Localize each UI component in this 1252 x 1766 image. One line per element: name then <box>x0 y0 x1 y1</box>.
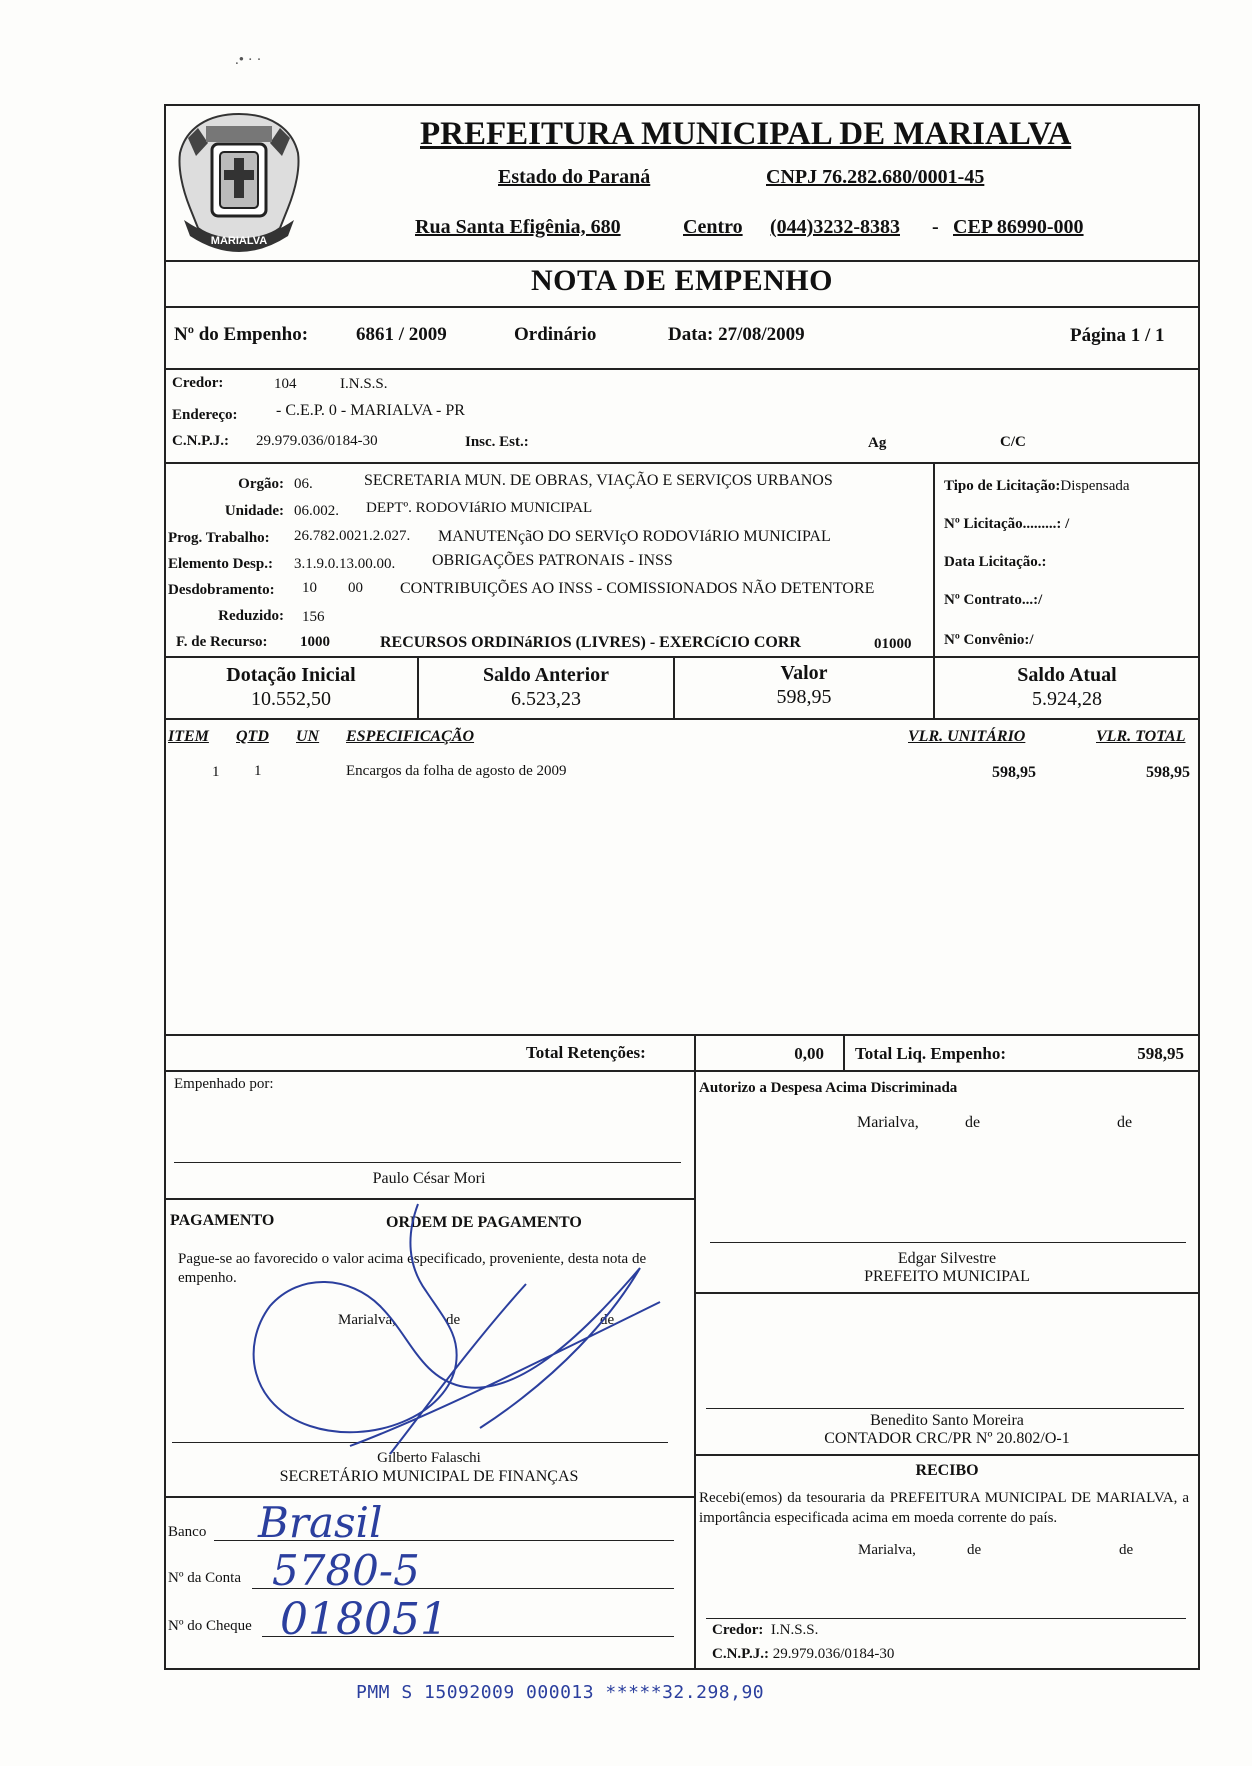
desdobramento-code2: 00 <box>348 580 363 596</box>
row-qtd: 1 <box>254 763 262 779</box>
row-item: 1 <box>212 764 220 780</box>
row-total: 598,95 <box>1146 764 1190 781</box>
valor-label: Valor <box>780 662 828 684</box>
credor-label: Credor: <box>172 375 224 391</box>
reduzido: 156 <box>302 609 325 625</box>
saldo-anterior-label: Saldo Anterior <box>482 664 610 686</box>
recurso-name: RECURSOS ORDINáRIOS (LIVRES) - EXERCíCIO CORR <box>380 634 801 651</box>
header-cnpj: CNPJ 76.282.680/0001-45 <box>766 166 985 188</box>
pagamento-text: Pague-se ao favorecido o valor acima especificado, proveniente, desta nota de empenho. <box>178 1251 647 1286</box>
recibo-cnpj-label: C.N.P.J.: <box>712 1646 769 1662</box>
autorizo-city: Marialva, <box>857 1114 919 1131</box>
signature-scribble <box>230 1196 670 1456</box>
address-label: Endereço: <box>172 407 238 423</box>
credor-address: - C.E.P. 0 - MARIALVA - PR <box>276 402 465 419</box>
conta-handwritten: 5780-5 <box>272 1546 420 1595</box>
ordem-pagamento-title: ORDEM DE PAGAMENTO <box>386 1214 582 1231</box>
credor-name: I.N.S.S. <box>340 376 388 392</box>
empenho-number: 6861 / 2009 <box>356 324 447 345</box>
liquido-label: Total Liq. Empenho: <box>855 1044 1006 1063</box>
conta-label: Nº da Conta <box>168 1570 241 1586</box>
valor-value: 598,95 <box>776 686 832 708</box>
convenio: Nº Convênio:/ <box>944 632 1034 648</box>
recibo-credor-label: Credor: <box>712 1622 764 1638</box>
elemento-name: OBRIGAÇÕES PATRONAIS - INSS <box>432 552 673 569</box>
prefeito-name: Edgar Silvestre <box>897 1250 997 1267</box>
desdobramento-code1: 10 <box>302 580 317 596</box>
recibo-credor: I.N.S.S. <box>770 1622 819 1638</box>
totals-box <box>164 1034 1200 1072</box>
banco-handwritten: Brasil <box>258 1498 383 1547</box>
col-item: ITEM <box>168 728 209 745</box>
secretario-role: SECRETÁRIO MUNICIPAL DE FINANÇAS <box>279 1468 579 1485</box>
unidade-code: 06.002. <box>294 503 339 519</box>
prog-name: MANUTENçãO DO SERVIçO RODOVIáRIO MUNICIPAL <box>438 528 831 545</box>
document-title: NOTA DE EMPENHO <box>531 264 833 297</box>
prefeito-role: PREFEITO MUNICIPAL <box>864 1268 1030 1285</box>
dotacao-value: 10.552,50 <box>251 688 331 710</box>
processing-stamp: PMM S 15092009 000013 *****32.298,90 <box>356 1682 765 1703</box>
empenho-date: Data: 27/08/2009 <box>668 324 805 345</box>
empenho-page: Página 1 / 1 <box>1070 325 1165 346</box>
orgao-code: 06. <box>294 476 313 492</box>
autorizo-de1: de <box>965 1114 981 1131</box>
recurso-label: F. de Recurso: <box>176 634 268 650</box>
dotacao-label: Dotação Inicial <box>226 664 356 686</box>
retencoes-value: 0,00 <box>794 1044 824 1063</box>
col-spec: ESPECIFICAÇÃO <box>346 728 475 745</box>
unidade-label: Unidade: <box>224 503 284 519</box>
empenho-number-label: Nº do Empenho: <box>174 324 309 345</box>
credor-code: 104 <box>274 376 297 392</box>
cheque-handwritten: 018051 <box>280 1594 448 1645</box>
elemento-code: 3.1.9.0.13.00.00. <box>294 556 396 572</box>
contador-name: Benedito Santo Moreira <box>870 1412 1024 1429</box>
recibo-text: Recebi(emos) da tesouraria da PREFEITURA MUNICIPAL DE MARIALVA, a importância especificada acima em moeda corrente do país. <box>699 1490 1189 1526</box>
autorizo-title: Autorizo a Despesa Acima Discriminada <box>699 1080 958 1096</box>
orgao-name: SECRETARIA MUN. DE OBRAS, VIAÇÃO E SERVIÇOS URBANOS <box>364 472 833 489</box>
scan-mark: .• · · <box>235 52 262 68</box>
recibo-cnpj: 29.979.036/0184-30 <box>772 1646 895 1662</box>
licitacao-numero: Nº Licitação.........: / <box>944 516 1070 532</box>
coat-of-arms-text: MARIALVA <box>210 235 268 247</box>
saldo-atual-label: Saldo Atual <box>1017 664 1117 686</box>
cc-label: C/C <box>1000 434 1026 450</box>
header-phone: (044)3232-8383 <box>770 216 900 238</box>
recibo-de1: de <box>967 1542 982 1558</box>
recurso-code: 1000 <box>300 634 330 650</box>
saldo-anterior-value: 6.523,23 <box>511 688 581 710</box>
header-cep: CEP 86990-000 <box>953 216 1084 238</box>
empenhado-label: Empenhado por: <box>174 1076 274 1092</box>
pagamento-de1: de <box>446 1312 461 1328</box>
reduzido-label: Reduzido: <box>218 608 284 624</box>
recurso-code2: 01000 <box>874 636 912 652</box>
col-qtd: QTD <box>236 728 269 745</box>
empenho-type: Ordinário <box>514 324 597 345</box>
insc-est-label: Insc. Est.: <box>465 434 529 450</box>
pagamento-city: Marialva, <box>338 1312 396 1328</box>
tipo-licitacao-label: Tipo de Licitação: <box>944 478 1061 494</box>
header-street: Rua Santa Efigênia, 680 <box>415 216 621 238</box>
credor-cnpj-label: C.N.P.J.: <box>172 433 229 449</box>
header-neighborhood: Centro <box>683 216 743 238</box>
prog-code: 26.782.0021.2.027. <box>294 528 411 544</box>
orgao-label: Orgão: <box>238 476 284 492</box>
saldo-atual-value: 5.924,28 <box>1032 688 1102 710</box>
tipo-licitacao: Dispensada <box>1060 478 1130 494</box>
liquido-value: 598,95 <box>1137 1044 1184 1063</box>
empenhado-name: Paulo César Mori <box>372 1170 486 1187</box>
col-unit: VLR. UNITÁRIO <box>908 728 1026 745</box>
ag-label: Ag <box>868 435 887 451</box>
coat-of-arms-icon <box>168 108 310 258</box>
cheque-label: Nº do Cheque <box>168 1618 252 1634</box>
row-unit: 598,95 <box>992 764 1036 781</box>
licitacao-data: Data Licitação.: <box>944 554 1047 570</box>
row-spec: Encargos da folha de agosto de 2009 <box>346 763 567 779</box>
autorizo-de2: de <box>1117 1114 1133 1131</box>
pagamento-de2: de <box>600 1312 615 1328</box>
contador-role: CONTADOR CRC/PR Nº 20.802/O-1 <box>824 1430 1070 1447</box>
recibo-title: RECIBO <box>915 1462 979 1479</box>
header-dash: - <box>932 216 939 238</box>
unidade-name: DEPTº. RODOVIáRIO MUNICIPAL <box>366 500 593 516</box>
retencoes-label: Total Retenções: <box>526 1043 646 1062</box>
desdobramento-name: CONTRIBUIÇÕES AO INSS - COMISSIONADOS NÃO DETENTORE <box>400 580 875 597</box>
elemento-label: Elemento Desp.: <box>168 556 273 572</box>
desdobramento-label: Desdobramento: <box>168 582 275 598</box>
header-state: Estado do Paraná <box>498 166 651 188</box>
recibo-city: Marialva, <box>858 1542 916 1558</box>
credor-cnpj: 29.979.036/0184-30 <box>256 433 378 449</box>
secretario-name: Gilberto Falaschi <box>377 1450 481 1466</box>
prog-label: Prog. Trabalho: <box>168 530 270 546</box>
col-total: VLR. TOTAL <box>1096 728 1186 745</box>
recibo-de2: de <box>1119 1542 1134 1558</box>
col-un: UN <box>296 728 320 745</box>
banco-label: Banco <box>168 1524 207 1540</box>
pagamento-label: PAGAMENTO <box>170 1212 275 1229</box>
page-title: PREFEITURA MUNICIPAL DE MARIALVA <box>420 116 1072 152</box>
contrato: Nº Contrato...:/ <box>944 592 1043 608</box>
